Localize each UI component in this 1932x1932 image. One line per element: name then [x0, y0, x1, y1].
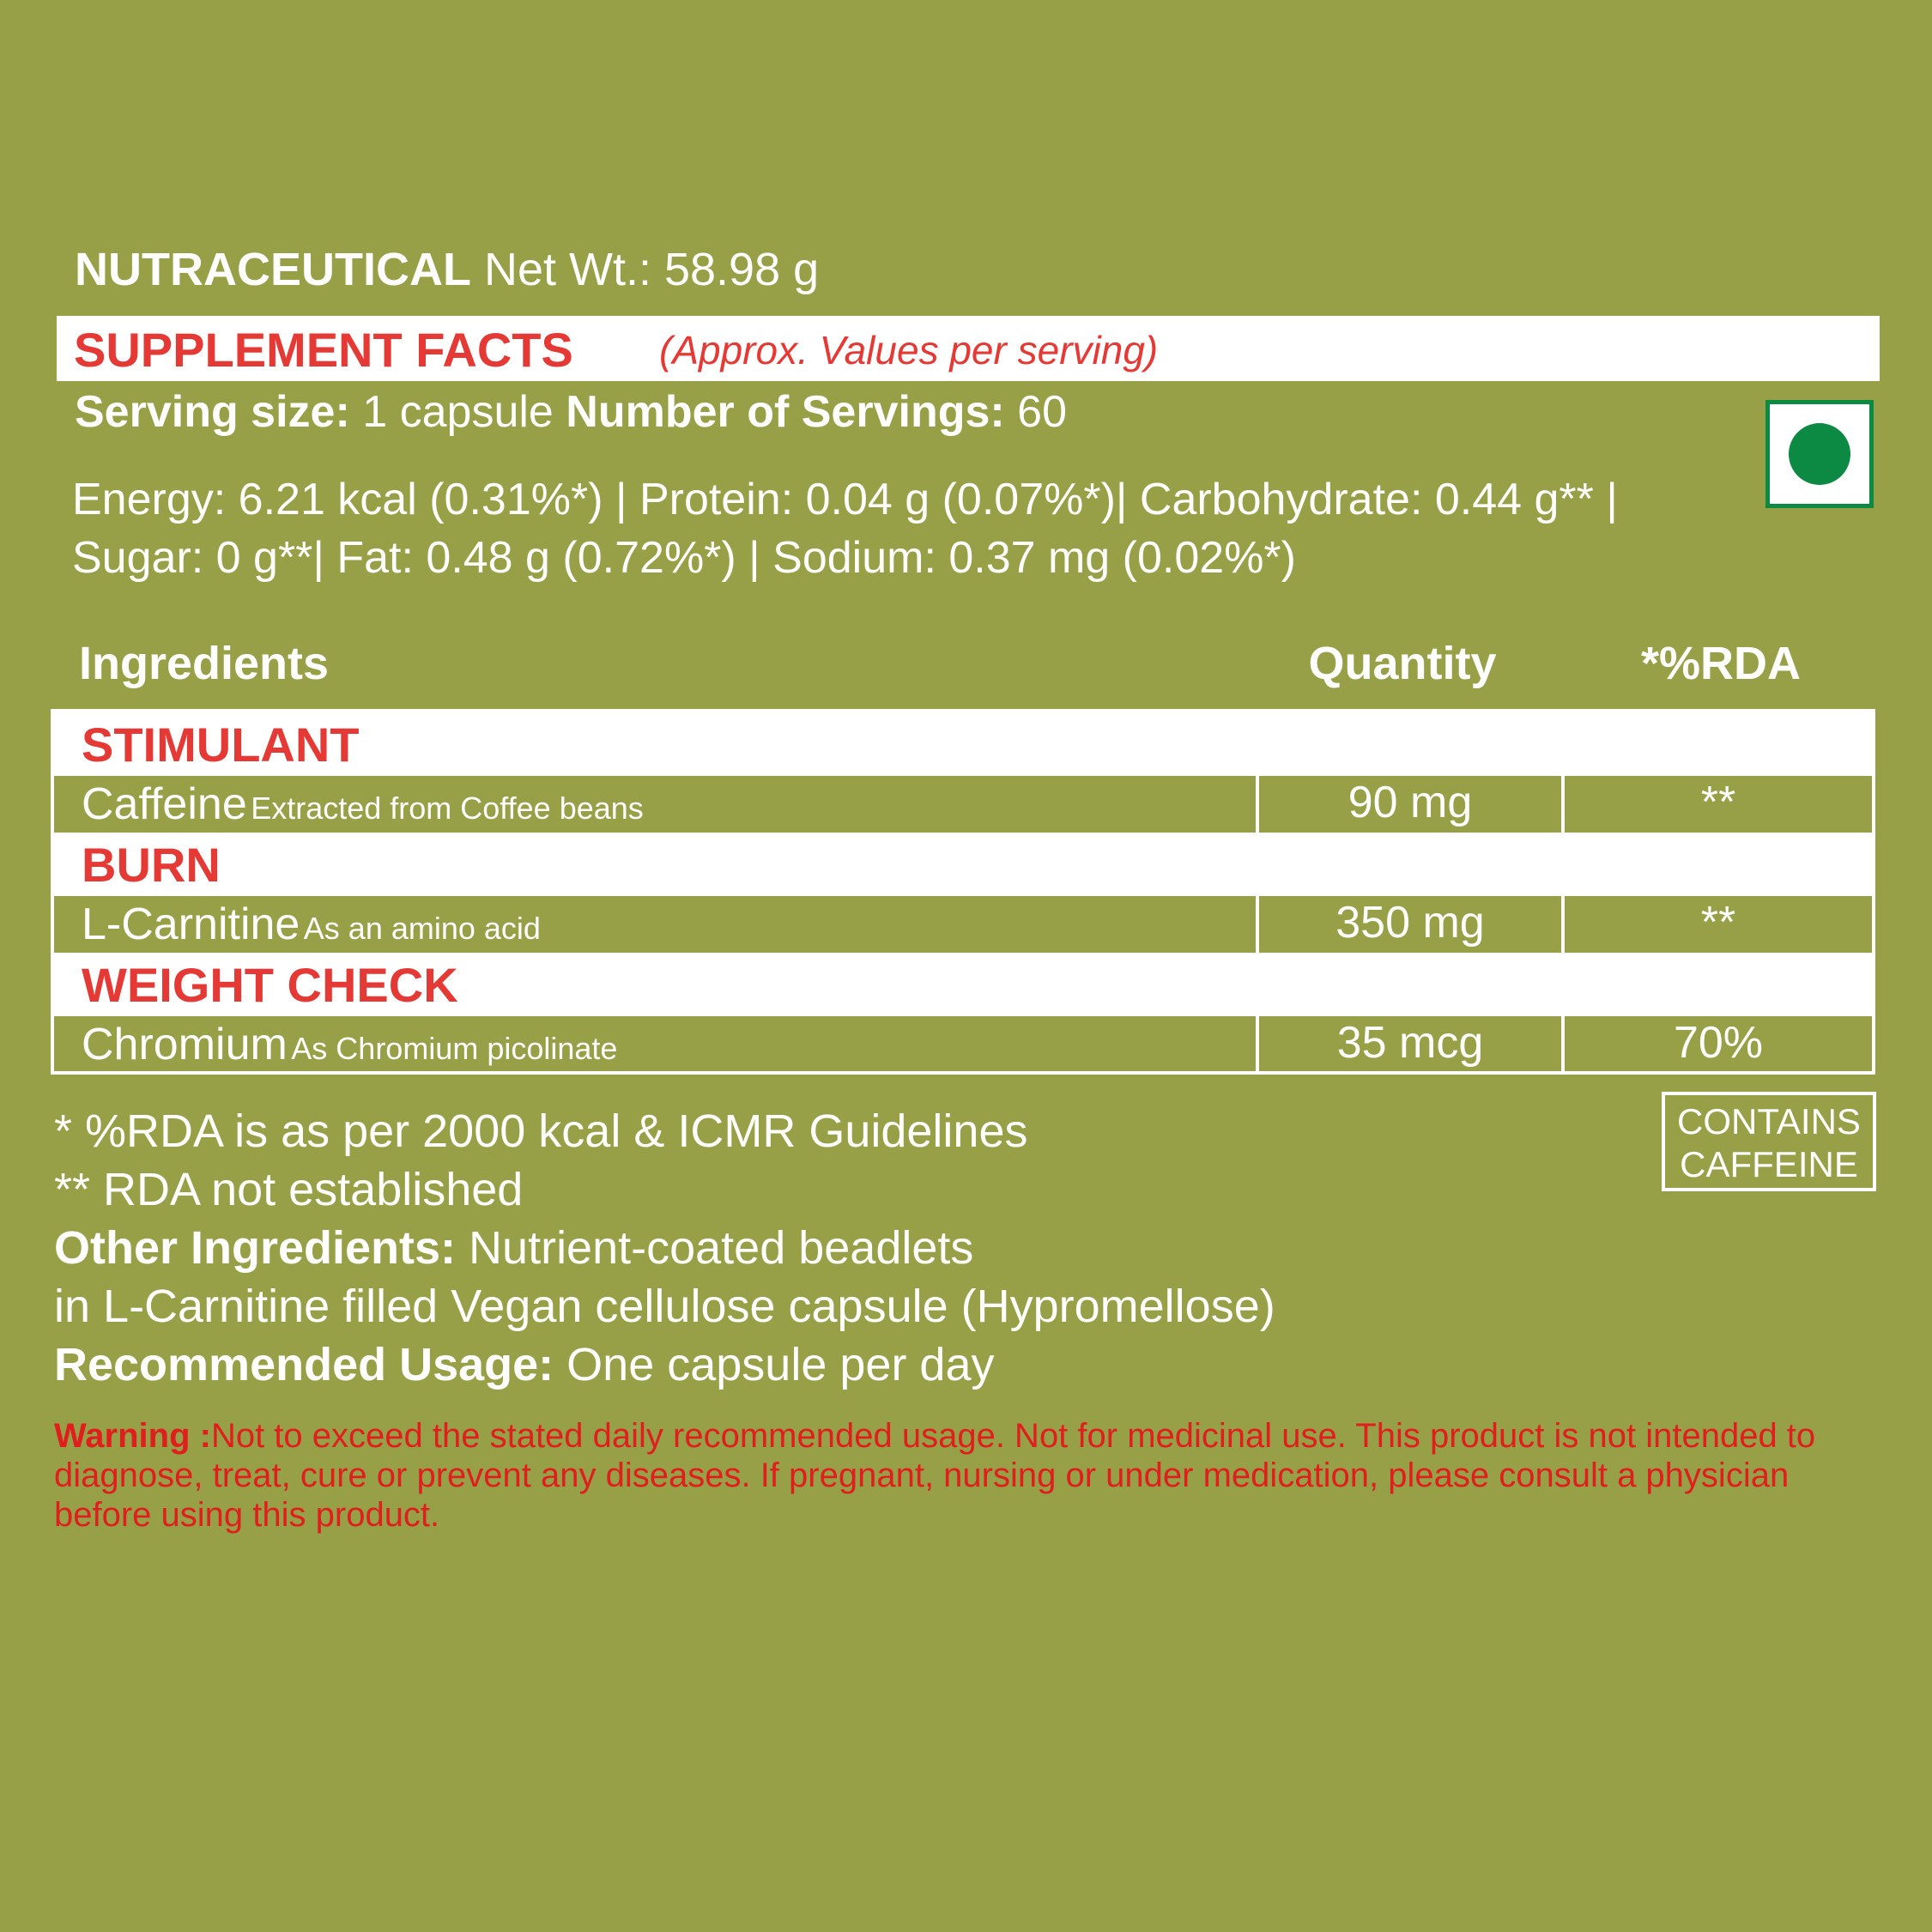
quantity-cell: 350 mg	[1256, 896, 1565, 953]
warning-text	[54, 1416, 1882, 1535]
nutrition-info	[72, 470, 1823, 587]
servings-count-label: Number of Servings:	[566, 387, 1005, 437]
supplement-facts-bar	[57, 316, 1880, 381]
recommended-usage-value: One capsule per day	[554, 1339, 995, 1390]
supplement-facts-title: SUPPLEMENT FACTS	[74, 323, 573, 377]
badge-line: CAFFEINE	[1680, 1144, 1858, 1184]
ingredient-note: Extracted from Coffee beans	[251, 790, 644, 826]
warning-label: Warning :	[54, 1417, 211, 1455]
ingredient-cell	[54, 1016, 1256, 1073]
net-weight: Net Wt.: 58.98 g	[483, 244, 820, 295]
serving-line	[75, 385, 1067, 439]
table-row	[54, 896, 1872, 953]
ingredient-cell	[54, 776, 1256, 833]
other-ingredients-label: Other Ingredients:	[54, 1222, 457, 1274]
serving-size-value: 1 capsule	[349, 387, 566, 437]
ingredients-table	[51, 709, 1875, 1075]
ingredient-name: Chromium	[82, 1020, 288, 1069]
contains-caffeine-badge	[1662, 1092, 1876, 1191]
ingredient-note: As an amino acid	[303, 911, 541, 946]
other-ingredients-value: Nutrient-coated beadlets	[456, 1222, 974, 1274]
ingredient-note: As Chromium picolinate	[291, 1031, 618, 1066]
table-row	[54, 776, 1872, 833]
header-line	[75, 242, 819, 297]
other-ingredients-line-2: in L-Carnitine filled Vegan cellulose capsule (Hypromellose)	[54, 1281, 1275, 1332]
table-row	[54, 1016, 1872, 1073]
category-row	[54, 712, 1872, 776]
ingredient-cell	[54, 896, 1256, 953]
badge-line: CONTAINS	[1677, 1101, 1861, 1142]
column-header-quantity: Quantity	[1308, 638, 1497, 689]
quantity-cell: 90 mg	[1256, 776, 1565, 833]
category-row	[54, 833, 1872, 896]
ingredient-name: L-Carnitine	[82, 899, 300, 949]
rda-cell: 70%	[1673, 1018, 1764, 1068]
column-header-rda: *%RDA	[1640, 638, 1802, 689]
footnotes	[54, 1102, 1275, 1394]
category-label: STIMULANT	[82, 718, 360, 772]
category-label: BURN	[82, 838, 221, 892]
rda-cell: **	[1700, 898, 1736, 948]
column-header-ingredients: Ingredients	[79, 638, 330, 689]
nutrition-line: Sugar: 0 g**| Fat: 0.48 g (0.72%*) | Sodium: 0.37 mg (0.02%*)	[72, 533, 1296, 583]
rda-not-established-footnote: ** RDA not established	[54, 1164, 524, 1215]
brand-name: NUTRACEUTICAL	[75, 244, 471, 295]
rda-footnote: * %RDA is as per 2000 kcal & ICMR Guidelines	[54, 1105, 1028, 1157]
ingredient-name: Caffeine	[82, 779, 247, 829]
servings-count-value: 60	[1004, 387, 1068, 437]
recommended-usage-line	[54, 1335, 1275, 1394]
category-row	[54, 953, 1872, 1016]
other-ingredients-line	[54, 1219, 1275, 1277]
category-label: WEIGHT CHECK	[82, 958, 458, 1012]
quantity-cell: 35 mcg	[1256, 1016, 1565, 1073]
recommended-usage-label: Recommended Usage:	[54, 1339, 554, 1390]
supplement-facts-subtitle: (Approx. Values per serving)	[659, 328, 1159, 372]
nutrition-line: Energy: 6.21 kcal (0.31%*) | Protein: 0.04 g (0.07%*)| Carbohydrate: 0.44 g** |	[72, 475, 1618, 524]
warning-body: Not to exceed the stated daily recommended usage. Not for medicinal use. This product is not intended to diagnose, treat, cure or prevent any diseases. If pregnant, nursing or under medication, please consult a physician before using this product.	[54, 1417, 1816, 1534]
rda-cell: **	[1700, 778, 1736, 827]
serving-size-label: Serving size:	[75, 387, 350, 437]
